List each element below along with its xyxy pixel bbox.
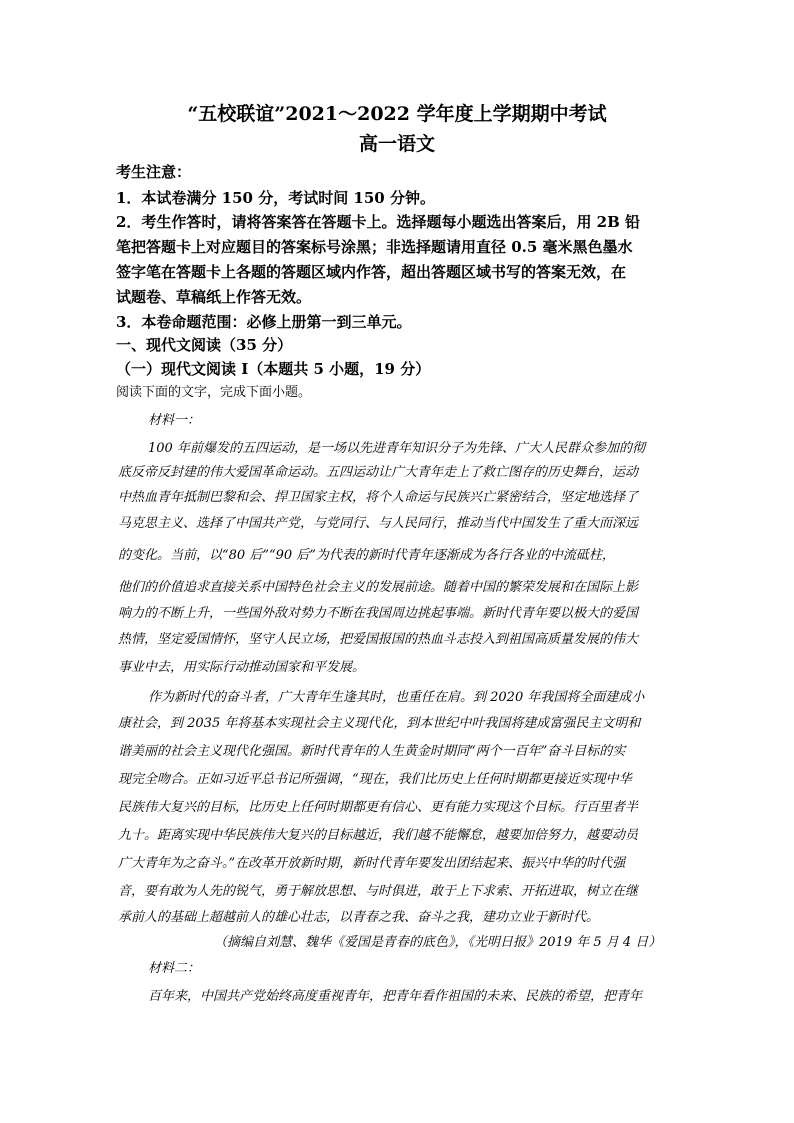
- material-one-line: 热情，坚定爱国情怀，坚守人民立场，把爱国报国的热血斗志投入到祖国高质量发展的伟大: [118, 632, 639, 647]
- material-one-line: 中热血青年抵制巴黎和会、捍卫国家主权，将个人命运与民族兴亡紧密结合，坚定地选择了: [118, 490, 639, 505]
- notice-item: 3．本卷命题范围：必修上册第一到三单元。: [116, 313, 412, 331]
- material-two-label: 材料二：: [148, 961, 201, 976]
- notice-item: 1．本试卷满分 150 分，考试时间 150 分钟。: [116, 189, 435, 207]
- material-one-line: 九十。距离实现中华民族伟大复兴的目标越近，我们越不能懈怠，越要加倍努力，越要动员: [118, 828, 639, 843]
- material-one-line: 响力的不断上升，一些国外敌对势力不断在我国周边挑起事端。新时代青年要以极大的爱国: [118, 606, 639, 621]
- material-one-line: 事业中去，用实际行动推动国家和平发展。: [118, 660, 366, 675]
- notice-item: 试题卷、草稿纸上作答无效。: [116, 288, 312, 306]
- notice-item: 笔把答题卡上对应题目的答案标号涂黑；非选择题请用直径 0.5 毫米黑色墨水: [116, 238, 633, 256]
- section-subheading: （一）现代文阅读 I（本题共 5 小题，19 分）: [116, 360, 431, 378]
- section-heading: 一、现代文阅读（35 分）: [116, 336, 293, 354]
- material-one-line: 音，要有敢为人先的锐气，勇于解放思想、与时俱进，敢于上下求索、开拓进取，树立在继: [118, 884, 639, 899]
- notice-item: 签字笔在答题卡上各题的答题区域内作答，超出答题区域书写的答案无效，在: [116, 263, 627, 281]
- material-one-line: 马克思主义、选择了中国共产党，与党同行、与人民同行，推动当代中国发生了重大而深远: [118, 516, 639, 531]
- notice-heading: 考生注意：: [116, 163, 192, 181]
- notice-item: 2．考生作答时，请将答案答在答题卡上。选择题每小题选出答案后，用 2B 铅: [116, 213, 640, 231]
- material-one-source: （摘编自刘慧、魏华《爱国是青春的底色》，《光明日报》2019 年 5 月 4 日）: [214, 935, 662, 950]
- material-one-line: 民族伟大复兴的目标，比历史上任何时期都更有信心、更有能力实现这个目标。行百里者半: [118, 800, 639, 815]
- exam-subject: 高一语文: [358, 133, 435, 155]
- material-one-line: 广大青年为之奋斗。”在改革开放新时期，新时代青年要发出团结起来、振兴中华的时代强: [118, 856, 626, 871]
- material-one-line: 的变化。当前，以“80 后”“90 后”为代表的新时代青年逐渐成为各行各业的中流砥柱，: [118, 548, 615, 563]
- section-instruction: 阅读下面的文字，完成下面小题。: [116, 385, 312, 400]
- material-one-line: 承前人的基础上超越前人的雄心壮志，以青春之我、奋斗之我，建功立业于新时代。: [118, 910, 600, 925]
- material-one-line: 谐美丽的社会主义现代化强国。新时代青年的人生黄金时期同“两个一百年”奋斗目标的实: [118, 744, 626, 759]
- material-one-line: 100 年前爆发的五四运动，是一场以先进青年知识分子为先锋、广大人民群众参加的彻: [148, 441, 645, 456]
- material-one-line: 现完全吻合。正如习近平总书记所强调，“现在，我们比历史上任何时期都更接近实现中华: [118, 772, 632, 787]
- material-one-label: 材料一：: [148, 413, 201, 428]
- material-one-line: 康社会，到 2035 年将基本实现社会主义现代化，到本世纪中叶我国将建成富强民主文明和: [118, 716, 641, 731]
- material-one-line: 作为新时代的奋斗者，广大青年生逢其时，也重任在肩。到 2020 年我国将全面建成小: [148, 690, 645, 705]
- material-one-line: 他们的价值追求直接关系中国特色社会主义的发展前途。随着中国的繁荣发展和在国际上影: [118, 580, 639, 595]
- material-two-line: 百年来，中国共产党始终高度重视青年，把青年看作祖国的未来、民族的希望，把青年: [148, 989, 643, 1004]
- material-one-line: 底反帝反封建的伟大爱国革命运动。五四运动让广大青年走上了救亡图存的历史舞台，运动: [118, 465, 639, 480]
- exam-title: “五校联谊”2021～2022 学年度上学期期中考试: [187, 103, 607, 125]
